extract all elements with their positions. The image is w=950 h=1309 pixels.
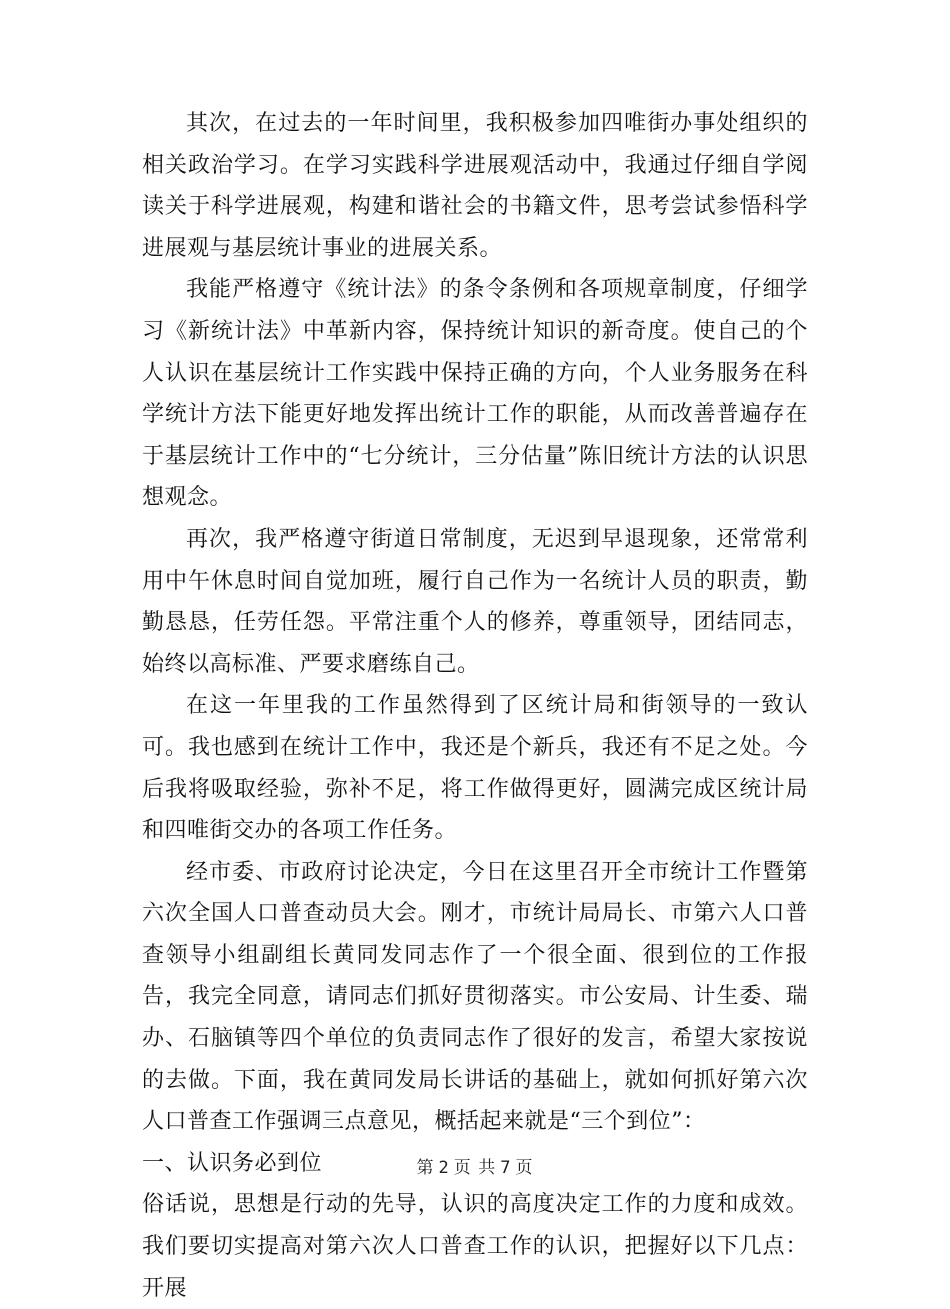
footer-total-pages: 7 (500, 1158, 512, 1178)
footer-page-number: 2 (438, 1158, 450, 1178)
document-body (142, 103, 808, 1309)
paragraph-census-meeting: 经市委、市政府讨论决定，今日在这里召开全市统计工作暨第六次全国人口普查动员大会。刚才，市统计局局长、市第六人口普查领导小组副组长黄同发同志作了一个很全面、很到位的工作报告，我完全同意，请同志们抓好贯彻落实。市公安局、计生委、瑞办、石脑镇等四个单位的负责同志作了很好的发言，希望大家按说的去做。下面，我在黄同发局长讲话的基础上，就如何抓好第六次人口普查工作强调三点意见，概括起来就是“三个到位”： (142, 859, 808, 1135)
section-heading: 一、认识务必到位 (142, 1150, 323, 1176)
paragraph-awareness: 俗话说，思想是行动的先导，认识的高度决定工作的力度和成效。我们要切实提高对第六次人口普查工作的认识，把握好以下几点：开展 (142, 1192, 808, 1301)
paragraph-self-assessment: 在这一年里我的工作虽然得到了区统计局和街领导的一致认可。我也感到在统计工作中，我还是个新兵，我还有不足之处。今后我将吸取经验，弥补不足，将工作做得更好，圆满完成区统计局和四唯街交办的各项工作任务。 (142, 693, 808, 844)
footer-suffix: 页 (515, 1158, 534, 1178)
paragraph-political-study: 其次，在过去的一年时间里，我积极参加四唯街办事处组织的相关政治学习。在学习实践科学进展观活动中，我通过仔细自学阅读关于科学进展观，构建和谐社会的书籍文件，思考尝试参悟科学进展观与基层统计事业的进展关系。 (142, 111, 808, 261)
page-footer (0, 1153, 950, 1178)
paragraph-work-discipline: 再次，我严格遵守街道日常制度，无迟到早退现象，还常常利用中午休息时间自觉加班，履行自己作为一名统计人员的职责，勤勤恳恳，任劳任怨。平常注重个人的修养，尊重领导，团结同志，始终以高标准、严要求磨练自己。 (142, 526, 808, 677)
footer-middle: 页 共 (453, 1158, 497, 1178)
footer-prefix: 第 (416, 1158, 435, 1178)
paragraph-statistics-law: 我能严格遵守《统计法》的条令条例和各项规章制度，仔细学习《新统计法》中革新内容，保持统计知识的新奇度。使自己的个人认识在基层统计工作实践中保持正确的方向，个人业务服务在科学统计方法下能更好地发挥出统计工作的职能，从而改善普遍存在于基层统计工作中的“七分统计，三分估量”陈旧统计方法的认识思想观念。 (142, 277, 808, 511)
